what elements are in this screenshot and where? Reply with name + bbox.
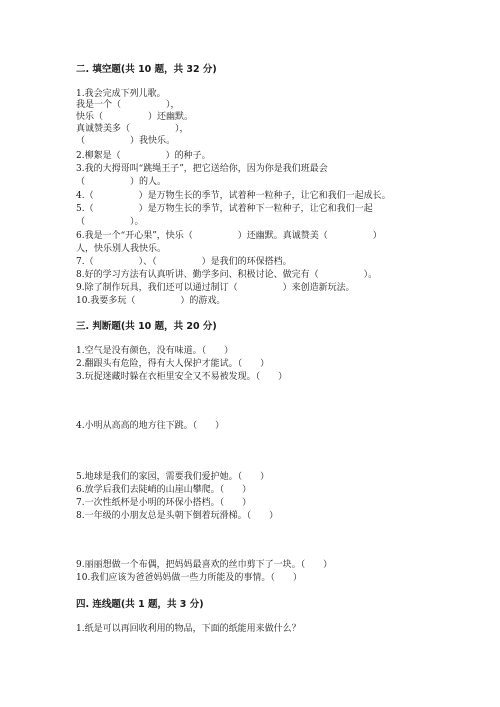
question-line: 1.空气是没有颜色，没有味道。（ ）	[76, 346, 234, 356]
question-line: 7.（ ）、（ ）是我们的环保搭档。	[76, 257, 292, 267]
section-title-fill-blank: 二. 填空题(共 10 题，共 32 分)	[76, 64, 217, 75]
question-line: 2.柳絮是（ ）的种子。	[76, 151, 211, 161]
question-line: 我是一个（ ），	[76, 100, 180, 110]
question-line: 8.好的学习方法有认真听讲、勤学多问、积极讨论、做完有（ ）。	[76, 270, 378, 280]
question-line: 10.我们应该为爸爸妈妈做一些力所能及的事情。（ ）	[76, 573, 302, 583]
question-line: 5.地球是我们的家园，需要我们爱护她。（ ）	[76, 472, 270, 482]
question-line: 6.我是一个“开心果”，快乐（ ）还幽默。真诚赞美（ ）	[76, 231, 382, 241]
question-line: （ ）。	[76, 217, 144, 227]
question-line: 2.翻跟头有危险，得有大人保护才能试。（ ）	[76, 359, 270, 369]
question-line: 10.我要多玩（ ）的游戏。	[76, 296, 226, 306]
question-line: 1.纸是可以再回收利用的物品，下面的纸能用来做什么？	[76, 624, 301, 634]
question-line: 3.玩捉迷藏时躲在衣柜里安全又不易被发现。（ ）	[76, 372, 288, 382]
question-line: 4.小明从高高的地方往下跳。（ ）	[76, 421, 225, 431]
question-line: 快乐（ ）还幽默。	[76, 112, 194, 122]
question-line: 4.（ ）是万物生长的季节，试着种一粒种子，让它和我们一起成长。	[76, 191, 391, 201]
question-line: 3.我的大拇哥叫“跳绳王子”，把它送给你，因为你是我们班最会	[76, 164, 328, 174]
question-line: 9.除了制作玩具，我们还可以通过制订（ ）来创造新玩法。	[76, 283, 355, 293]
question-line: （ ）的人。	[76, 177, 167, 187]
question-line: 人，快乐别人我快乐。	[76, 244, 167, 254]
question-line: 9.丽丽想做一个布偶，把妈妈最喜欢的丝巾剪下了一块。（ ）	[76, 560, 333, 570]
section-title-true-false: 三. 判断题(共 10 题，共 20 分)	[76, 321, 217, 332]
question-line: 5.（ ）是万物生长的季节，试着种下一粒种子，让它和我们一起	[76, 204, 373, 214]
question-line: 真诚赞美多（ ），	[76, 124, 189, 134]
question-line: 6.放学后我们去陡峭的山崖山攀爬。（ ）	[76, 485, 252, 495]
question-line: 8.一年级的小朋友总是头朝下倒着玩滑梯。（ ）	[76, 511, 279, 521]
question-line: （ ）我快乐。	[76, 136, 176, 146]
question-line: 1.我会完成下列儿歌。	[76, 89, 166, 99]
section-title-matching: 四. 连线题(共 1 题，共 3 分)	[76, 599, 204, 610]
question-line: 7.一次性纸杯是小明的环保小搭档。（ ）	[76, 498, 252, 508]
